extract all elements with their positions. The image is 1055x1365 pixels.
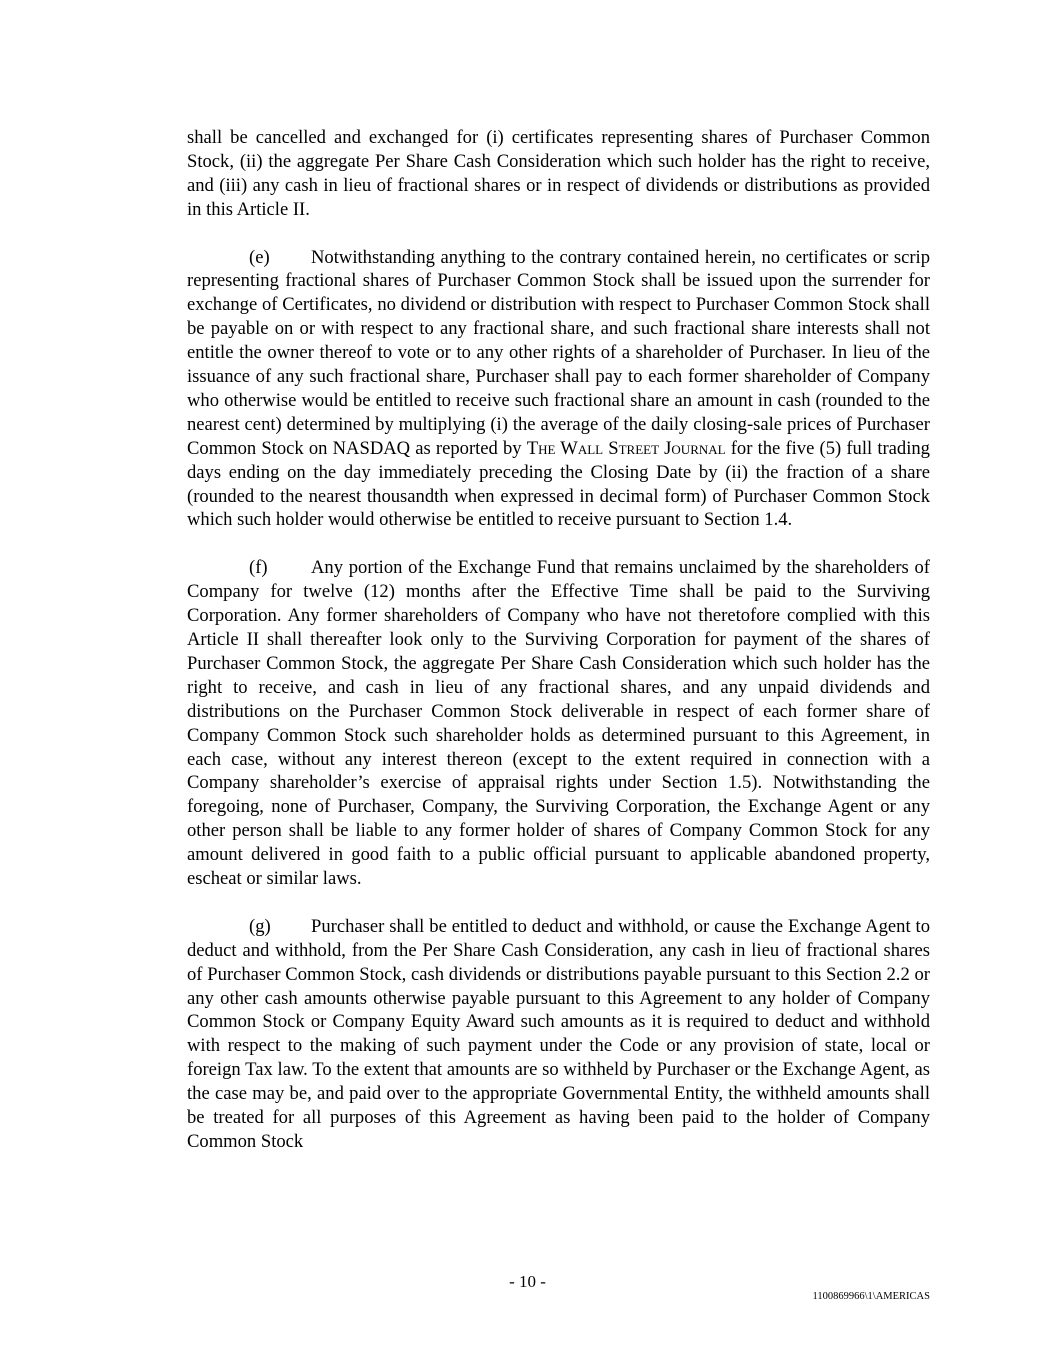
paragraph-e [187,246,930,533]
paragraph-g-text: Purchaser shall be entitled to deduct and withhold, or cause the Exchange Agent to deduct and withhold, from the Per Share Cash Consideration, any cash in lieu of fractional shares of Purchaser Common Stock, cash dividends or distributions payable pursuant to this Section 2.2 or any other cash amounts otherwise payable pursuant to this Agreement to any holder of Company Common Stock or Company Equity Award such amounts as it is required to deduct and withhold with respect to the making of such payment under the Code or any provision of state, local or foreign Tax law. To the extent that amounts are so withheld by Purchaser or the Exchange Agent, as the case may be, and paid over to the appropriate Governmental Entity, the withheld amounts shall be treated for all purposes of this Agreement as having been paid to the holder of Company Common Stock [187,915,930,1153]
paragraph-e-publication: The Wall Street Journal [526,437,726,459]
paragraph-e-label: (e) [249,246,270,268]
document-body [187,126,930,1178]
paragraph-e-text-after: for the five (5) full trading days ending on the day immediately preceding the Closing Date by (ii) the fraction of a share (rounded to the nearest thousandth when expressed in decimal form) of Purchaser Common Stock which such holder would otherwise be entitled to receive pursuant to Section 1.4. [187,437,930,531]
document-id: 1100869966\1\AMERICAS [812,1291,930,1302]
paragraph-f [187,556,930,891]
paragraph-g [187,915,930,1154]
page-number: - 10 - [509,1272,546,1291]
paragraph-e-text-before: Notwithstanding anything to the contrary contained herein, no certificates or scrip representing fractional shares of Purchaser Common Stock shall be issued upon the surrender for exchange of Certificates, no dividend or distribution with respect to Purchaser Common Stock shall be payable on or with respect to any fractional share, and such fractional share interests shall not entitle the owner thereof to vote or to any other rights of a shareholder of Purchaser. In lieu of the issuance of any such fractional share, Purchaser shall pay to each former shareholder of Company who otherwise would be entitled to receive such fractional share an amount in cash (rounded to the nearest cent) determined by multiplying (i) the average of the daily closing-sale prices of Purchaser Common Stock on NASDAQ as reported by [187,246,930,459]
paragraph-f-label: (f) [249,557,268,579]
paragraph-g-label: (g) [249,915,271,937]
paragraph-f-text: Any portion of the Exchange Fund that remains unclaimed by the shareholders of Company for twelve (12) months after the Effective Time shall be paid to the Surviving Corporation. Any former shareholders of Company who have not theretofore complied with this Article II shall thereafter look only to the Surviving Corporation for payment of the shares of Purchaser Common Stock, the aggregate Per Share Cash Consideration which such holder has the right to receive, and cash in lieu of any fractional shares, and any unpaid dividends and distributions on the Purchaser Common Stock deliverable in respect of each former share of Company Common Stock such shareholder holds as determined pursuant to this Agreement, in each case, without any interest thereon (except to the extent required in connection with a Company shareholder’s exercise of appraisal rights under Section 1.5). Notwithstanding the foregoing, none of Purchaser, Company, the Surviving Corporation, the Exchange Agent or any other person shall be liable to any former holder of shares of Company Common Stock for any amount delivered in good faith to a public official pursuant to applicable abandoned property, escheat or similar laws. [187,557,930,890]
paragraph-continuation: shall be cancelled and exchanged for (i) certificates representing shares of Purchaser Common Stock, (ii) the aggregate Per Share Cash Consideration which such holder has the right to receive, and (iii) any cash in lieu of fractional shares or in respect of dividends or distributions as provided in this Article II. [187,127,930,220]
